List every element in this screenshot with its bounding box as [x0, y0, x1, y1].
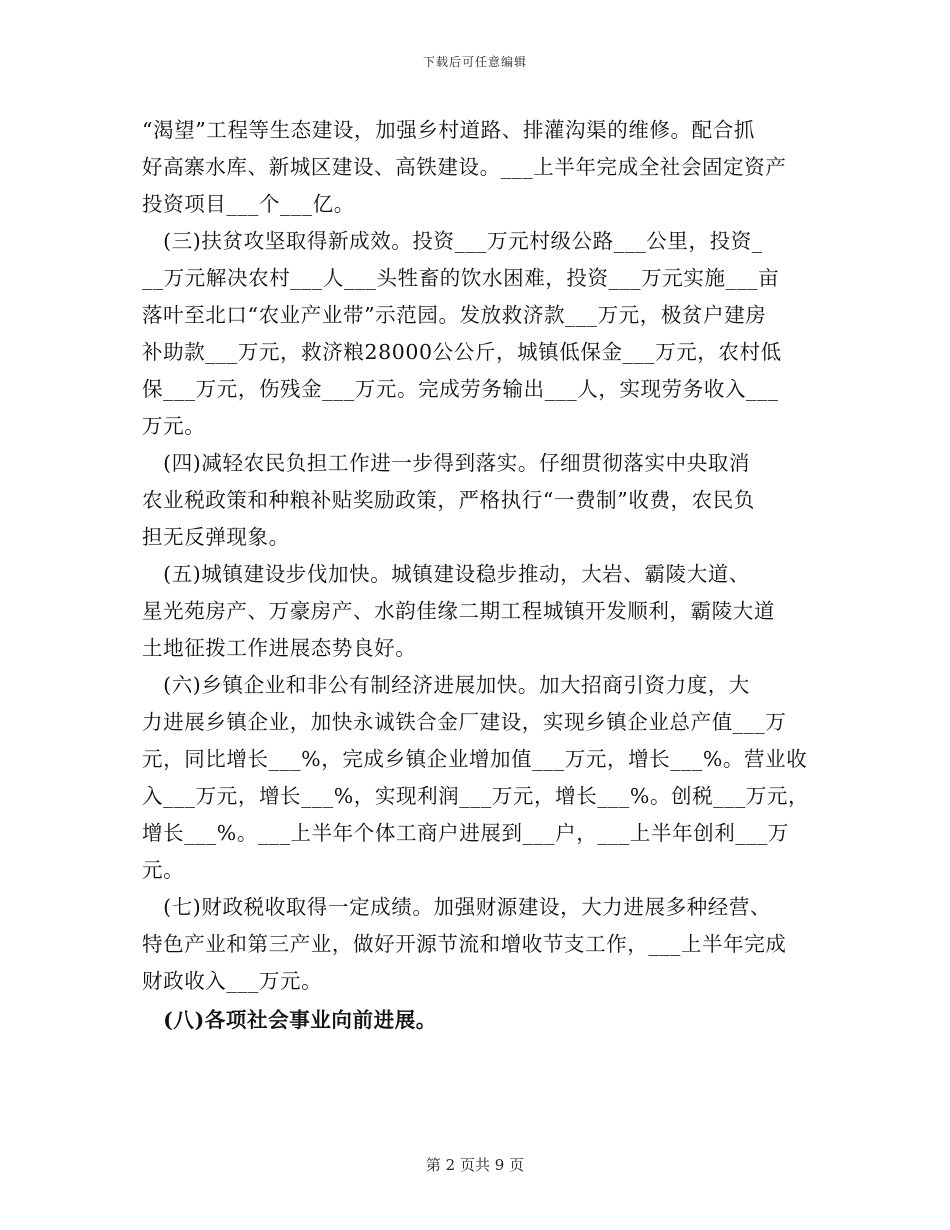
text-line-17: 力进展乡镇企业，加快永诚铁合金厂建设，实现乡镇企业总产值___万: [142, 710, 787, 734]
text-line-1: “渴望”工程等生态建设，加强乡村道路、排灌沟渠的维修。配合抓: [142, 118, 755, 142]
section-heading: (八)各项社会事业向前进展。: [142, 1008, 437, 1032]
body-text: [142, 112, 810, 1039]
text-line-8: 保___万元，伤残金___万元。完成劳务输出___人，实现劳务收入___: [142, 377, 779, 401]
text-line-18: 元，同比增长___%，完成乡镇企业增加值___万元，增长___%。营业收: [142, 747, 808, 771]
text-line-19: 入___万元，增长___%，实现利润___万元，增长___%。创税___万元，: [142, 784, 810, 808]
text-line-24: 财政收入___万元。: [142, 969, 323, 993]
text-line-3: 投资项目___个___亿。: [142, 192, 355, 216]
text-line-21: 元。: [142, 858, 185, 882]
page-header: 下载后可任意编辑: [422, 55, 527, 69]
page-number-footer: 第 2 页共 9 页: [425, 1156, 525, 1174]
text-line-6: 落叶至北口“农业产业带”示范园。发放救济款___万元，极贫户建房: [142, 303, 767, 327]
text-line-16: (六)乡镇企业和非公有制经济进展加快。加大招商引资力度，大: [142, 673, 750, 697]
text-line-20: 增长___%。___上半年个体工商户进展到___户，___上半年创利___万: [142, 821, 790, 845]
text-line-9: 万元。: [142, 414, 206, 438]
text-line-13: (五)城镇建设步伐加快。城镇建设稳步推动，大岩、霸陵大道、: [142, 562, 750, 586]
text-line-14: 星光苑房产、万豪房产、水韵佳缘二期工程城镇开发顺利，霸陵大道: [142, 599, 775, 623]
text-line-15: 土地征拨工作进展态势良好。: [142, 636, 417, 660]
text-line-11: 农业税政策和种粮补贴奖励政策，严格执行“一费制”收费，农民负: [142, 488, 755, 512]
text-line-2: 好高寨水库、新城区建设、高铁建设。___上半年完成全社会固定资产: [142, 155, 787, 179]
text-line-7: 补助款___万元，救济粮28000公公斤，城镇低保金___万元，农村低: [142, 340, 782, 364]
text-line-12: 担无反弹现象。: [142, 525, 290, 549]
text-line-4: (三)扶贫攻坚取得新成效。投资___万元村级公路___公里，投资_: [142, 229, 763, 253]
text-line-22: (七)财政税收取得一定成绩。加强财源建设，大力进展多种经营、: [142, 895, 772, 919]
text-line-23: 特色产业和第三产业，做好开源节流和增收节支工作，___上半年完成: [142, 932, 787, 956]
text-line-5: __万元解决农村___人___头牲畜的饮水困难，投资___万元实施___亩: [142, 266, 780, 290]
text-line-10: (四)减轻农民负担工作进一步得到落实。仔细贯彻落实中央取消: [142, 451, 750, 475]
